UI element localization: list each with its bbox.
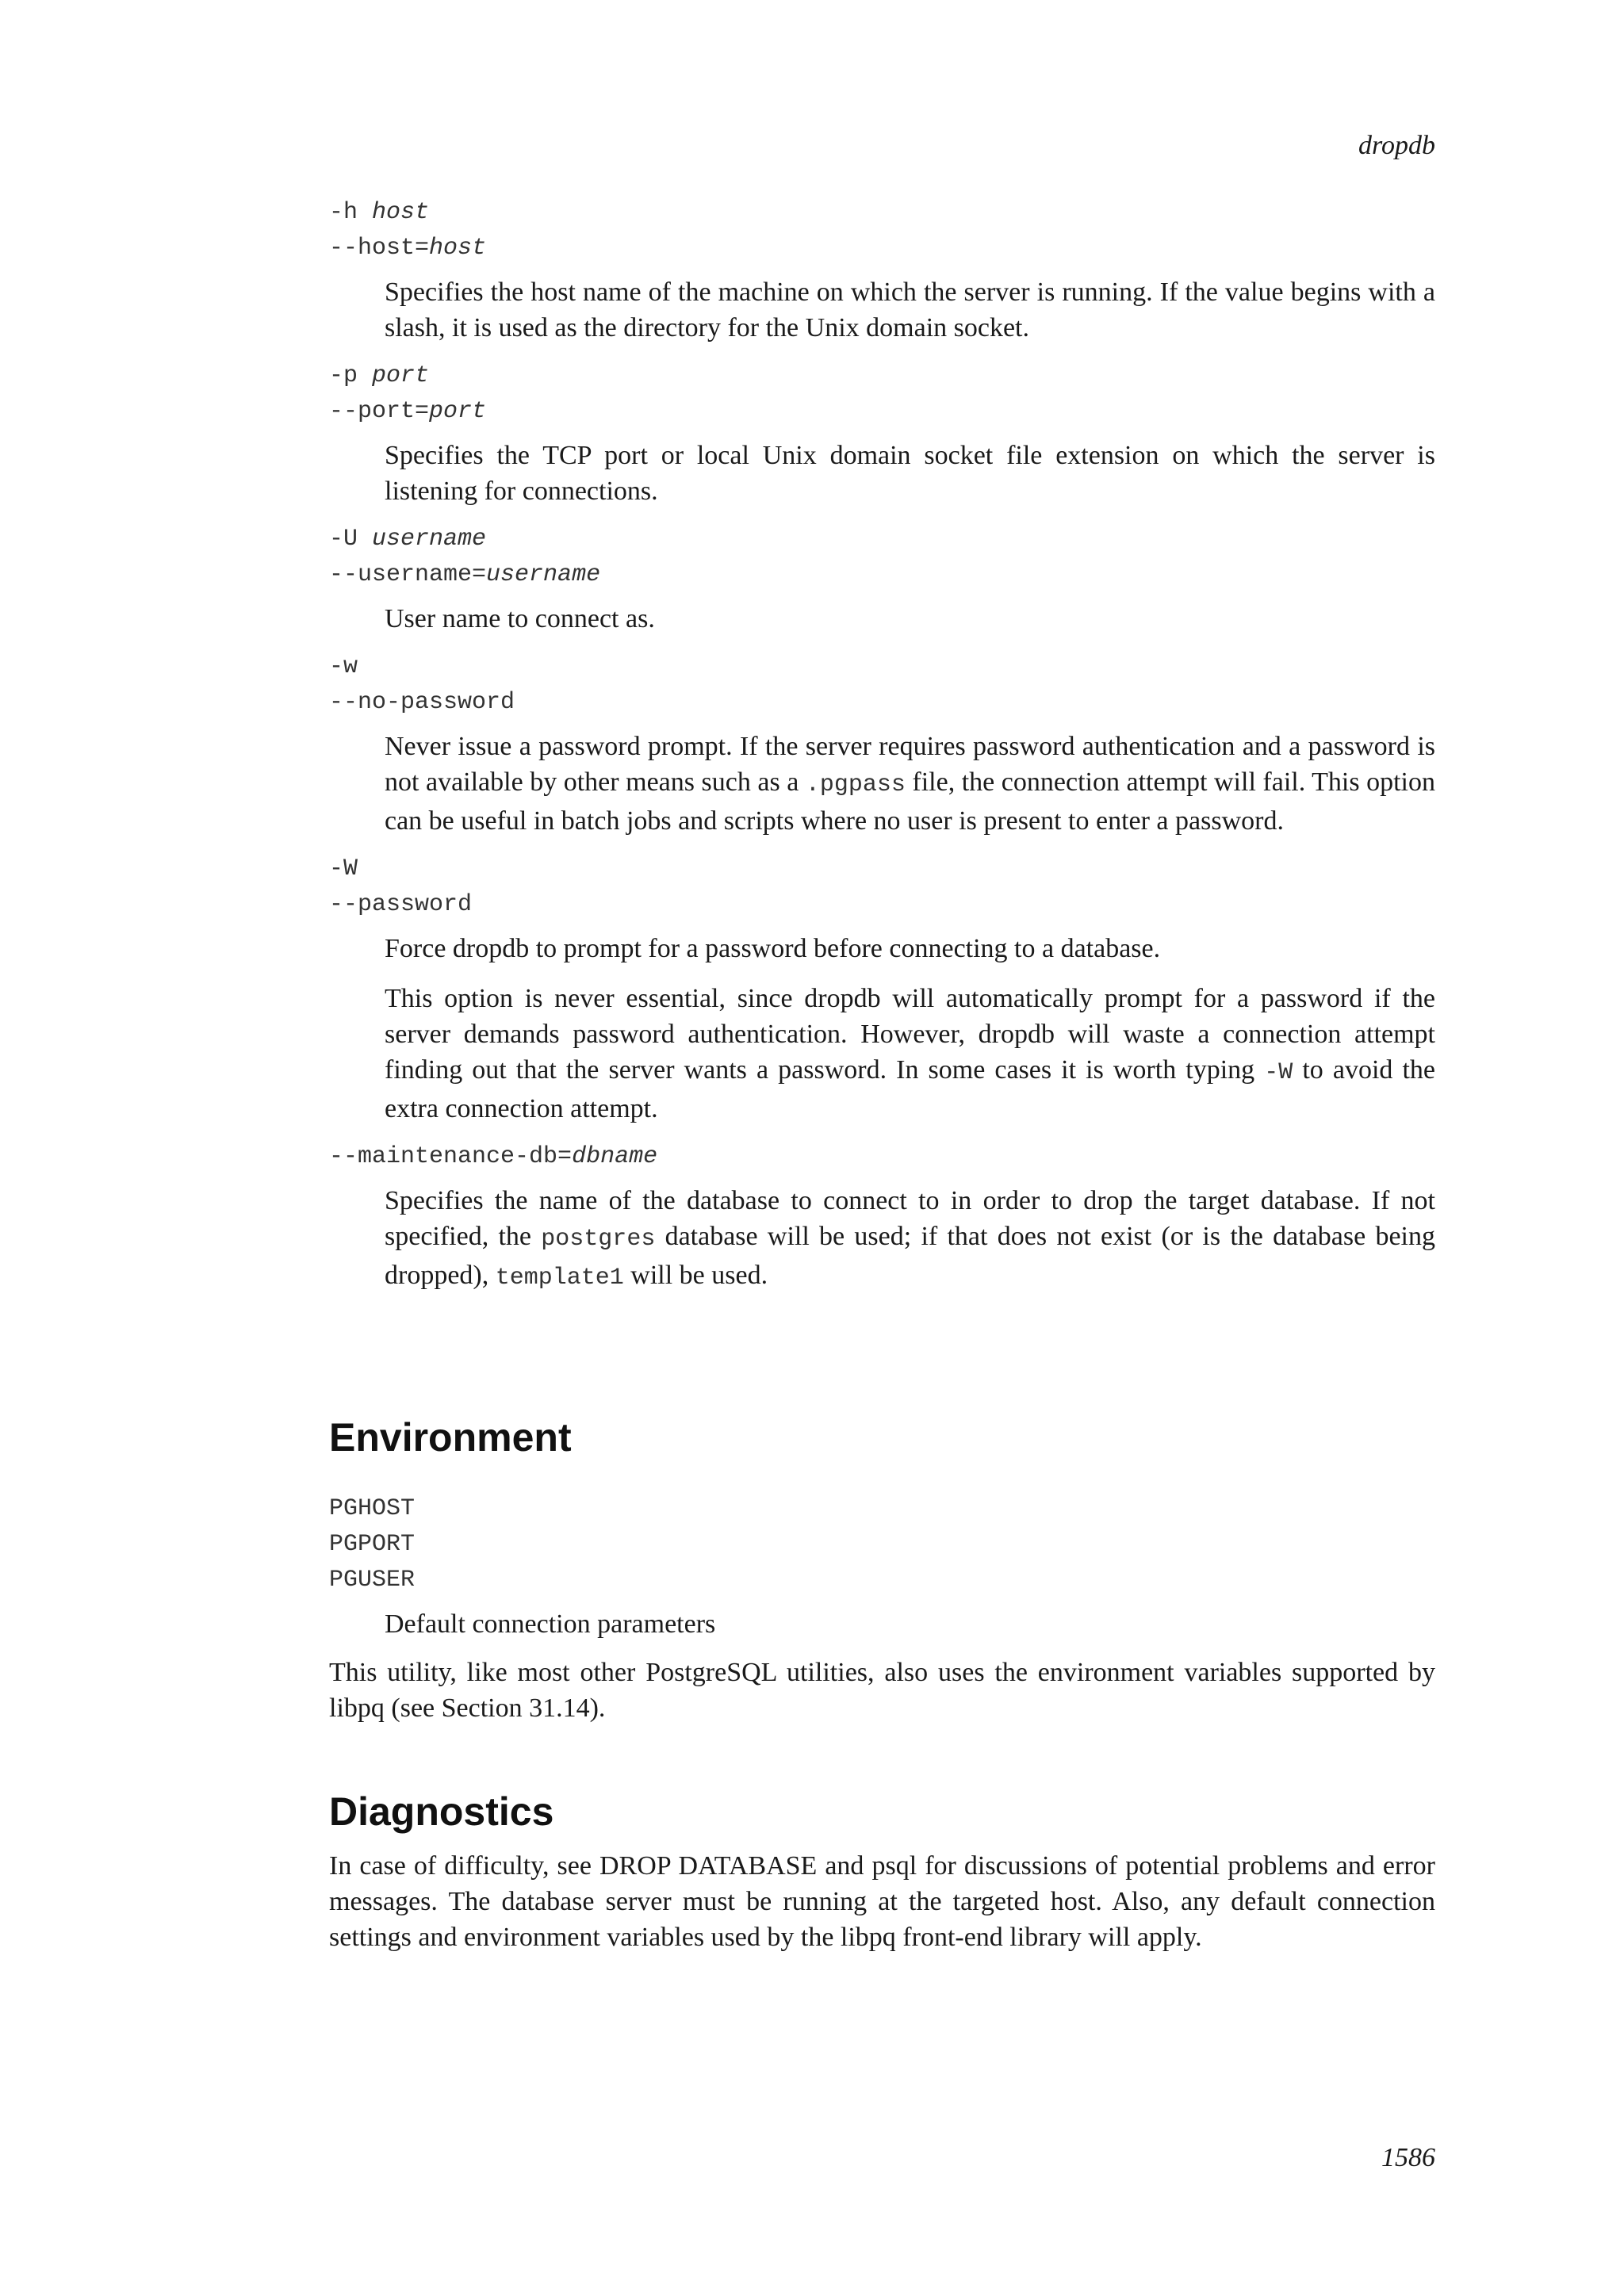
option-term: [329, 394, 1435, 430]
diagnostics-section: [329, 1788, 1435, 1955]
option-description: [385, 1183, 1435, 1296]
text-run: This option is never essential, since dropdb will automatically prompt for a password if the server demands password authentication. However, dropdb will waste a connection attempt finding out that the server wants a password. In some cases it is worth typing: [385, 984, 1435, 1085]
inline-code: .pgpass: [805, 771, 906, 798]
option-flag: -w: [329, 653, 358, 680]
option-description: [385, 438, 1435, 509]
text-run: file, the connection attempt will fail. This option can be useful in batch jobs and scripts where no user is present to enter a password.: [385, 767, 1435, 836]
option-term: [329, 358, 1435, 394]
diagnostics-heading: Diagnostics: [329, 1789, 554, 1834]
page-number: 1586: [1381, 2143, 1435, 2172]
inline-code: template1: [495, 1265, 624, 1292]
option-flag: -W: [329, 855, 358, 882]
text-run: User name to connect as.: [385, 604, 655, 633]
text-run: Specifies the TCP port or local Unix domain socket file extension on which the server is listening for connections.: [385, 441, 1435, 506]
inline-code: postgres: [541, 1226, 656, 1253]
option-term: [329, 649, 1435, 685]
text-run: database will be used; if that does not exist (or is the database being dropped),: [385, 1222, 1435, 1290]
option-entry: [329, 358, 1435, 509]
option-term: [329, 685, 1435, 721]
environment-variable-list: [329, 1491, 1435, 1598]
option-description-paragraph: [385, 438, 1435, 509]
option-description: [385, 274, 1435, 346]
environment-variable: PGHOST: [329, 1495, 416, 1522]
option-entry: [329, 851, 1435, 1127]
inline-code: -W: [1264, 1059, 1293, 1086]
diagnostics-text: In case of difficulty, see DROP DATABASE and psql for discussions of potential problems and error messages. The database server must be running at the targeted host. Also, any default connection settings and environment variables used by the libpq front-end library will apply.: [329, 1851, 1435, 1952]
option-flag: --username=: [329, 561, 487, 588]
text-run: Specifies the host name of the machine on which the server is running. If the value begins with a slash, it is used as the directory for the Unix domain socket.: [385, 277, 1435, 342]
option-entry: [329, 522, 1435, 637]
option-term: [329, 851, 1435, 887]
environment-variable: PGPORT: [329, 1531, 416, 1558]
text-run: Specifies the name of the database to connect to in order to drop the target database. If not specified, the: [385, 1186, 1435, 1251]
option-term: [329, 195, 1435, 231]
environment-heading: Environment: [329, 1415, 572, 1460]
option-flag: -p: [329, 362, 373, 389]
option-description-paragraph: [385, 931, 1435, 966]
text-run: Force dropdb to prompt for a password before connecting to a database.: [385, 934, 1161, 963]
text-run: to avoid the extra connection attempt.: [385, 1055, 1435, 1123]
option-term: [329, 231, 1435, 266]
option-flag: --host=: [329, 235, 430, 262]
option-flag: --port=: [329, 398, 430, 425]
option-argument: host: [372, 199, 430, 226]
option-argument: username: [486, 561, 601, 588]
option-argument: host: [429, 235, 487, 262]
options-list: [329, 195, 1435, 1296]
environment-section: [329, 1414, 1435, 1726]
option-flag: --no-password: [329, 689, 515, 716]
option-entry: [329, 195, 1435, 346]
environment-variable: PGUSER: [329, 1567, 416, 1594]
option-description: [385, 601, 1435, 637]
option-description-paragraph: [385, 981, 1435, 1127]
option-flag: -U: [329, 526, 373, 553]
option-term: [329, 1139, 1435, 1175]
page-content: [329, 195, 1435, 1955]
option-argument: dbname: [572, 1143, 658, 1170]
option-flag: -h: [329, 199, 373, 226]
option-flag: --maintenance-db=: [329, 1143, 573, 1170]
option-description-paragraph: [385, 1183, 1435, 1296]
option-argument: port: [372, 362, 430, 389]
option-description-paragraph: [385, 729, 1435, 839]
running-header: dropdb: [1358, 131, 1435, 160]
option-description-paragraph: [385, 601, 1435, 637]
option-argument: port: [429, 398, 487, 425]
environment-variables-description-text: Default connection parameters: [385, 1609, 716, 1639]
option-argument: username: [372, 526, 487, 553]
option-description: [385, 729, 1435, 839]
option-term: [329, 557, 1435, 593]
option-flag: --password: [329, 891, 473, 918]
option-term: [329, 522, 1435, 557]
environment-note: This utility, like most other PostgreSQL utilities, also uses the environment variables supported by libpq (see Section 31.14).: [329, 1658, 1435, 1723]
option-entry: [329, 1139, 1435, 1296]
option-entry: [329, 649, 1435, 839]
text-run: Never issue a password prompt. If the server requires password authentication and a password is not available by other means such as a: [385, 732, 1435, 797]
option-term: [329, 887, 1435, 923]
option-description-paragraph: [385, 274, 1435, 346]
text-run: will be used.: [623, 1261, 768, 1290]
option-description: [385, 931, 1435, 1127]
environment-variables-description: [385, 1606, 1435, 1642]
